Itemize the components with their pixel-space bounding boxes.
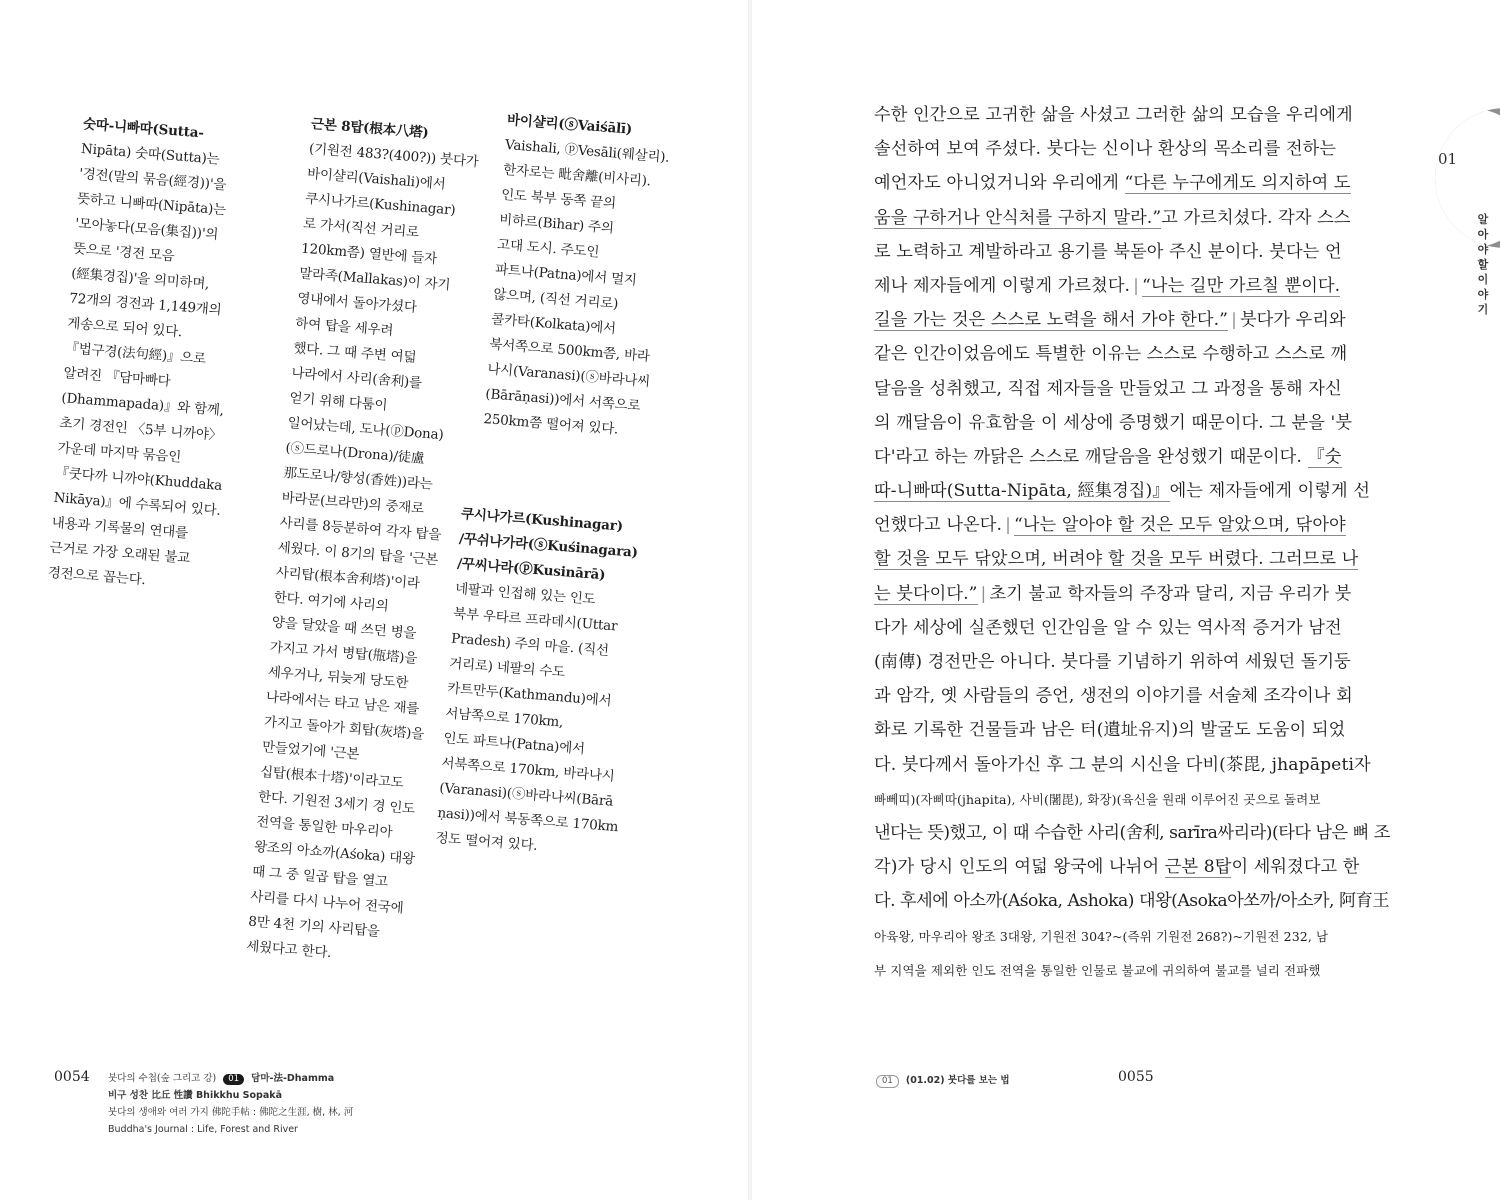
body-line xyxy=(874,337,1394,371)
glossary-line: 『쿳다까 니까야(Khuddaka xyxy=(54,464,223,494)
glossary-line: 때 그 중 일곱 탑을 열고 xyxy=(251,863,389,891)
glossary-line: 서남쪽으로 170km, xyxy=(444,705,564,731)
glossary-column-3b xyxy=(435,502,643,865)
glossary-line: 로 가서(직선 거리로 xyxy=(302,215,420,241)
body-line xyxy=(874,98,1394,132)
separator-mark: | xyxy=(980,583,987,604)
quote-segment: 움을 구하거나 안식처를 구하지 말라.” xyxy=(874,207,1162,228)
glossary-line: 콜카타(Kolkata)에서 xyxy=(490,311,617,338)
text-segment: 다. 붓다께서 돌아가신 후 그 분의 시신을 다비(茶毘, jhapāpeti자 xyxy=(874,754,1371,775)
text-segment: 초기 불교 학자들의 주장과 달리, 지금 우리가 붓 xyxy=(989,583,1352,604)
quote-segment: 길을 가는 것은 스스로 노력을 해서 가야 한다.” xyxy=(874,310,1229,331)
text-segment: 이 세워졌다고 한 xyxy=(1231,857,1360,878)
glossary-line: (Dhammapada)』와 함께, xyxy=(60,390,225,419)
glossary-entry xyxy=(435,502,643,865)
glossary-line: 那도로나/향성(香姓))라는 xyxy=(282,464,434,493)
glossary-line: 얻기 위해 다툼이 xyxy=(288,390,388,414)
body-line xyxy=(874,508,1394,542)
glossary-line: 한자로는 毗舍離(비사리). xyxy=(502,161,652,190)
body-line xyxy=(874,953,1394,987)
body-line xyxy=(874,132,1394,166)
quote-segment: “나는 길만 가르칠 뿐이다. xyxy=(1142,275,1341,296)
body-line xyxy=(874,816,1394,850)
glossary-line: 일어났는데, 도나(ⓟDona) xyxy=(286,415,445,444)
glossary-line: 않으며, (직선 거리로) xyxy=(492,286,619,313)
glossary-line: 고대 도시. 주도인 xyxy=(496,236,600,261)
quote-segment: “나는 알아야 할 것은 모두 알았으며, 닦아야 xyxy=(1013,515,1346,536)
text-segment: 로 노력하고 계발하라고 용기를 북돋아 주신 분이다. 붓다는 언 xyxy=(874,241,1342,262)
glossary-line: '경전(말의 묶음(經경))'을 xyxy=(78,165,227,194)
glossary-line: Nipāta) 숫따(Sutta)는 xyxy=(80,140,221,168)
text-segment: 예언자도 아니었거니와 우리에게 xyxy=(874,173,1125,194)
quote-segment: 할 것을 모두 닦았으며, 버려야 할 것을 모두 버렸다. 그러므로 나 xyxy=(874,549,1359,570)
body-line xyxy=(874,577,1394,611)
glossary-column-3a xyxy=(483,108,673,445)
chapter-badge-right: 01 xyxy=(876,1075,899,1088)
glossary-line: 가지고 가서 병탑(甁塔)을 xyxy=(269,639,418,667)
glossary-line: Pradesh) 주의 마을. (직선 xyxy=(450,630,610,659)
text-segment: 언했다고 나온다. xyxy=(874,515,1003,536)
text-segment: 각)가 당시 인도의 여덟 왕국에 나뉘어 xyxy=(874,857,1165,878)
glossary-line: 하여 탑을 세우려 xyxy=(294,315,394,340)
glossary-line: 양을 달았을 때 쓰던 병을 xyxy=(271,614,417,642)
text-segment: 제나 제자들에게 이렇게 가르쳤다. xyxy=(874,275,1131,296)
text-segment: 달음을 성취했고, 직접 제자들을 만들었고 그 과정을 통해 자신 xyxy=(874,378,1342,399)
glossary-line: Vaishali, ⓟVesāli(웨살리). xyxy=(504,136,670,166)
glossary-line: 뜻으로 '경전 모음 xyxy=(72,240,176,265)
text-segment: 솔선하여 보여 주셨다. 붓다는 신이나 환상의 목소리를 전하는 xyxy=(874,139,1337,160)
text-segment: 같은 인간이었음에도 특별한 이유는 스스로 수행하고 스스로 깨 xyxy=(874,344,1348,365)
chapter-badge: 01 xyxy=(223,1074,244,1085)
glossary-line: (Varanasi)(ⓢ바라나씨(Bārā xyxy=(438,780,614,810)
body-line xyxy=(874,919,1394,953)
right-page xyxy=(750,0,1500,1200)
footer-chapter-title: 담마-法-Dhamma xyxy=(251,1073,335,1084)
chapter-vertical-title: 알아야 할 이야기 xyxy=(1477,213,1489,316)
glossary-line: 나라에서는 타고 남은 재를 xyxy=(265,689,420,718)
glossary-line: 가지고 돌아가 회탑(灰塔)을 xyxy=(263,714,425,743)
separator-mark: | xyxy=(1133,275,1140,296)
glossary-line: 경전으로 꼽는다. xyxy=(47,564,147,589)
glossary-line: 8만 4천 기의 사리탑을 xyxy=(247,913,381,940)
glossary-line: 사리를 8등분하여 각자 탑을 xyxy=(279,514,442,544)
glossary-line: 한다. 여기에 사리의 xyxy=(273,589,390,615)
body-line xyxy=(874,782,1394,816)
glossary-line: 북부 우타르 프라데시(Uttar xyxy=(452,605,618,635)
text-segment: 화로 기록한 건물들과 남은 터(遺址유지)의 발굴도 도움이 되었 xyxy=(874,720,1346,741)
glossary-line: 서북쪽으로 170km, 바라나시 xyxy=(440,755,616,785)
glossary-line: 세웠다. 이 8기의 탑을 '근본 xyxy=(277,539,439,569)
glossary-line: 나라에서 사리(舍利)를 xyxy=(290,365,423,392)
text-segment: 고 가르치셨다. 각자 스스 xyxy=(1161,207,1351,228)
body-line xyxy=(874,679,1394,713)
text-segment: 부 지역을 제외한 인도 전역을 통일한 인물로 불교에 귀의하여 불교를 널리 전파했 xyxy=(874,962,1321,978)
text-segment: 붓다가 우리와 xyxy=(1239,310,1346,331)
body-text xyxy=(874,98,1394,987)
quote-segment: 따-니빠따(Sutta-Nipāta, 經集경집)』 xyxy=(874,481,1170,502)
glossary-term-line: /꾸씨나라(ⓟKusinārā) xyxy=(456,555,606,584)
text-segment: 낸다는 뜻)했고, 이 때 수습한 사리(舍利, sarīra싸리라)(타다 남은 뼈 조 xyxy=(874,822,1390,843)
glossary-term-line: 숫따-니빠따(Sutta- xyxy=(82,115,205,142)
glossary-line: 바라문(브라만)의 중재로 xyxy=(281,489,425,517)
body-line xyxy=(874,406,1394,440)
text-segment: 다'라고 하는 까닭은 스스로 깨달음을 완성했기 때문이다. xyxy=(874,446,1308,467)
glossary-line: 게송으로 되어 있다. xyxy=(66,315,183,341)
page-number-right: 0055 xyxy=(1118,1069,1154,1085)
glossary-line: (ⓢ드로나(Drona)/徒盧 xyxy=(284,439,425,467)
text-segment: 의 깨달음이 유효함을 이 세상에 증명했기 때문이다. 그 분을 '붓 xyxy=(874,412,1353,433)
footer-subtitle-ko: 붓다의 생애와 여러 가지 佛陀手帖 : 佛陀之生涯, 樹, 林, 河 xyxy=(108,1107,354,1118)
body-line xyxy=(874,269,1394,303)
body-line xyxy=(874,748,1394,782)
glossary-line: 인도 북부 동쪽 끝의 xyxy=(500,186,617,212)
glossary-column-1 xyxy=(47,112,251,599)
glossary-line: '모아놓다(모음(集집))'의 xyxy=(74,215,219,243)
body-line xyxy=(874,884,1394,918)
footer-author: 비구 성찬 比丘 性讚 Bhikkhu Sopakā xyxy=(108,1090,282,1101)
glossary-line: 내용과 기록물의 연대를 xyxy=(51,514,189,542)
glossary-term-line: 바이샬리(ⓢVaiśālī) xyxy=(506,111,633,138)
glossary-line: 세우거나, 뒤늦게 당도한 xyxy=(267,664,409,692)
glossary-line: 북서쪽으로 500km쯤, 바라 xyxy=(488,336,651,365)
body-line xyxy=(874,235,1394,269)
body-line xyxy=(874,542,1394,576)
glossary-line: 나시(Varanasi)(ⓢ바라나씨 xyxy=(486,361,651,390)
glossary-line: (經集경집)'을 의미하며, xyxy=(70,265,210,293)
glossary-line: 거리로) 네팔의 수도 xyxy=(448,655,566,681)
glossary-line: 가운데 마지막 묶음인 xyxy=(56,439,182,466)
glossary-line: 바이샬리(Vaishali)에서 xyxy=(306,165,447,193)
separator-mark: | xyxy=(1005,515,1011,536)
footer-book-title: 붓다의 수첩(숲 그리고 강) xyxy=(108,1073,217,1084)
glossary-line: 만들었기에 '근본 xyxy=(261,739,360,763)
footer-left xyxy=(108,1070,353,1138)
glossary-line: 초기 경전인 〈5부 니까야〉 xyxy=(58,415,223,444)
glossary-line: 『법구경(法句經)』으로 xyxy=(64,340,207,368)
glossary-term-line: /꾸쉬나가라(ⓢKuśinagara) xyxy=(458,530,639,561)
glossary-line: 근거로 가장 오래된 불교 xyxy=(49,539,191,567)
body-line xyxy=(874,201,1394,235)
text-segment: 아육왕, 마우리아 왕조 3대왕, 기원전 304?~(즉위 기원전 268?)~기원전 232, 남 xyxy=(874,928,1329,944)
footer-section: (01.02) 붓다를 보는 법 xyxy=(905,1075,1010,1086)
glossary-line: 십탑(根本十塔)'이라고도 xyxy=(259,763,405,792)
footer-right xyxy=(872,1072,1010,1088)
glossary-line: 카트만두(Kathmandu)에서 xyxy=(446,680,612,710)
body-line xyxy=(874,372,1394,406)
glossary-line: 파트나(Patna)에서 멀지 xyxy=(494,261,638,289)
separator-mark: | xyxy=(1231,310,1237,331)
glossary-line: 뜻하고 니빠따(Nipāta)는 xyxy=(76,190,227,219)
glossary-line: ṇasi))에서 북동쪽으로 170km xyxy=(436,805,619,836)
glossary-line: 사리를 다시 나누어 전국에 xyxy=(249,888,404,917)
text-segment: 빠뻬띠)(자삐따(jhapita), 사비(闍毘), 화장)(육신을 원래 이루어진 곳으로 돌려보 xyxy=(874,791,1321,807)
body-line xyxy=(874,611,1394,645)
page-number-left: 0054 xyxy=(54,1069,90,1085)
glossary-line: 정도 떨어져 있다. xyxy=(434,829,539,854)
text-segment: 수한 인간으로 고귀한 삶을 사셨고 그러한 삶의 모습을 우리에게 xyxy=(874,105,1353,125)
glossary-line: 인도 파트나(Patna)에서 xyxy=(442,730,586,758)
quote-segment: “다른 누구에게도 의지하여 도 xyxy=(1124,173,1351,194)
glossary-line: 말라족(Mallakas)이 자기 xyxy=(298,265,451,294)
glossary-line: 비하르(Bihar) 주의 xyxy=(498,211,615,237)
glossary-line: (기원전 483?(400?)) 붓다가 xyxy=(308,140,480,171)
glossary-term-line: 근본 8탑(根本八塔) xyxy=(310,115,430,142)
text-segment: (南傳) 경전만은 아니다. 붓다를 기념하기 위하여 세웠던 돌기둥 xyxy=(874,652,1351,672)
glossary-line: 120km쯤) 열반에 들자 xyxy=(300,240,438,268)
body-line xyxy=(874,645,1394,679)
quote-segment: 는 붓다이다.” xyxy=(874,583,978,604)
body-line xyxy=(874,440,1394,474)
body-line xyxy=(874,474,1394,508)
glossary-line: 영내에서 돌아가셨다 xyxy=(296,290,418,316)
footer-book-line xyxy=(108,1070,353,1087)
glossary-line: 사리탑(根本舍利塔)'이라 xyxy=(275,564,421,592)
glossary-entry xyxy=(47,112,251,599)
glossary-entry xyxy=(483,108,673,445)
glossary-line: 전역을 통일한 마우리아 xyxy=(255,813,393,841)
glossary-line: 250km쯤 떨어져 있다. xyxy=(482,411,619,438)
glossary-line: Nikāya)』에 수록되어 있다. xyxy=(53,489,222,519)
glossary-line: 쿠시나가르(Kushinagar) xyxy=(304,190,456,219)
chapter-tab-shape xyxy=(1435,108,1500,248)
glossary-line: 72개의 경전과 1,149개의 xyxy=(68,290,222,319)
glossary-line: 네팔과 인접해 있는 인도 xyxy=(454,580,597,608)
glossary-line: 알려진 『담마빠다 xyxy=(62,365,172,390)
glossary-term-line: 쿠시나가르(Kushinagar) xyxy=(460,505,624,535)
text-segment: 다가 세상에 실존했던 인간임을 알 수 있는 역사적 증거가 남전 xyxy=(874,617,1342,638)
footer-subtitle-en: Buddha's Journal : Life, Forest and River xyxy=(108,1124,298,1135)
glossary-line: 세웠다고 한다. xyxy=(245,938,332,962)
text-segment: 다. 후세에 아소까(Aśoka, Ashoka) 대왕(Asoka아쏘까/아소카, 阿育王 xyxy=(874,891,1390,912)
body-line xyxy=(874,166,1394,200)
glossary-line: 왕조의 아쇼까(Aśoka) 대왕 xyxy=(253,838,416,868)
body-line xyxy=(874,713,1394,747)
body-line xyxy=(874,850,1394,884)
text-segment: 에는 제자들에게 이렇게 선 xyxy=(1169,481,1371,502)
glossary-line: (Bārāṇasi))에서 서쪽으로 xyxy=(484,386,641,415)
chapter-tab-number: 01 xyxy=(1438,150,1458,168)
body-line xyxy=(874,303,1394,337)
text-segment: 과 암각, 옛 사람들의 증언, 생전의 이야기를 서술체 조각이나 회 xyxy=(874,686,1353,707)
glossary-line: 했다. 그 때 주변 여덟 xyxy=(292,340,417,366)
quote-segment: 근본 8탑 xyxy=(1164,857,1232,878)
quote-segment: 『숫 xyxy=(1307,446,1342,467)
glossary-line: 한다. 기원전 3세기 경 인도 xyxy=(257,788,416,818)
